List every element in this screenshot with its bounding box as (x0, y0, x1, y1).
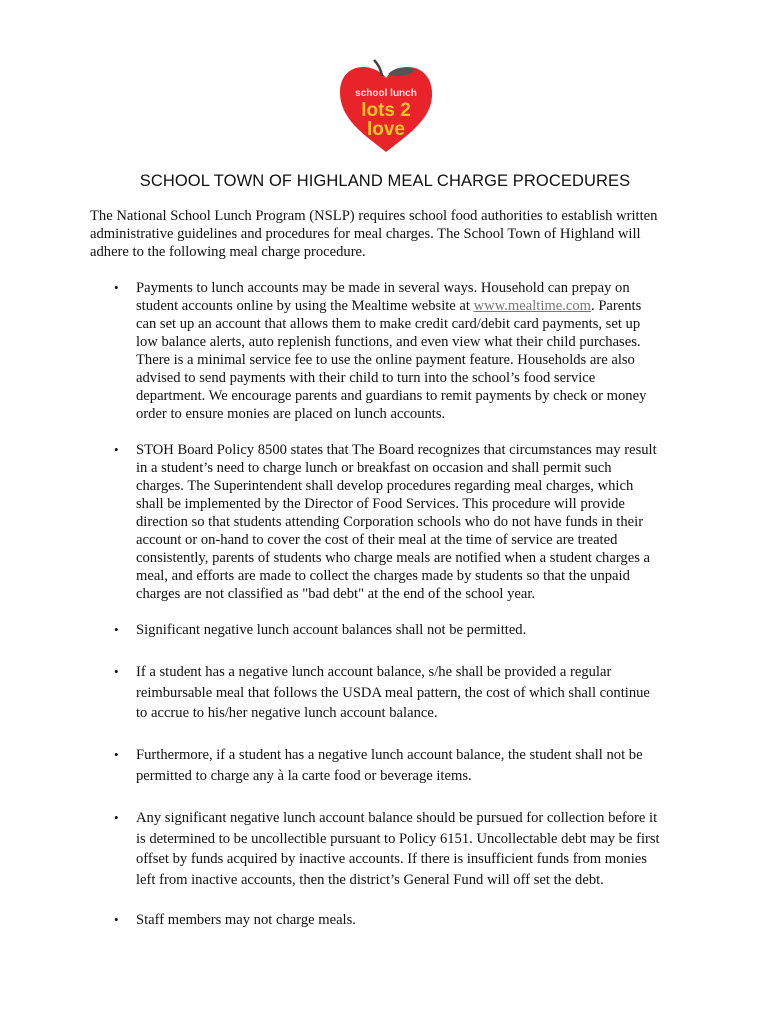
svg-text:school lunch: school lunch (355, 88, 417, 99)
bullet-icon: • (114, 810, 119, 825)
text-line: STOH Board Policy 8500 states that The Board recognizes that circumstances may result (136, 442, 657, 458)
text-line: Furthermore, if a student has a negative lunch account balance, the student shall not be (136, 747, 643, 763)
text-line: reimbursable meal that follows the USDA meal pattern, the cost of which shall continue (136, 684, 650, 701)
text-line: in a student’s need to charge lunch or breakfast on occasion and shall permit such (136, 460, 612, 476)
text-line: charges are not classified as "bad debt" at the end of the school year. (136, 586, 536, 602)
text-line: shall be implemented by the Director of Food Services. This procedure will provide (136, 496, 625, 512)
bullet-icon: • (114, 912, 119, 927)
svg-text:lots 2: lots 2 (361, 100, 411, 121)
bullet-icon: • (114, 622, 119, 637)
school-lunch-logo (336, 58, 436, 154)
text-line: consistently, parents of students who charge meals are notified when a student charges a (136, 550, 651, 566)
bullet-collection (114, 808, 660, 890)
text-line: administrative guidelines and procedures for meal charges. The School Town of Highland will (90, 226, 641, 242)
bullet-staff (114, 910, 356, 931)
text-line: offset by funds acquired by inactive accounts. If there is insufficient funds from monies (136, 851, 647, 868)
text-line: Significant negative lunch account balances shall not be permitted. (136, 622, 527, 638)
text-line (136, 297, 646, 315)
text-line: If a student has a negative lunch account balance, s/he shall be provided a regular (136, 664, 612, 680)
document-title: SCHOOL TOWN OF HIGHLAND MEAL CHARGE PROCEDURES (139, 172, 631, 190)
text-line: adhere to the following meal charge procedure. (90, 244, 366, 260)
bullet-a-la-carte (114, 745, 643, 786)
text-line: direction so that students attending Corporation schools who do not have funds in their (136, 514, 644, 530)
intro-paragraph (90, 207, 657, 261)
text-line: low balance alerts, auto replenish functions, and even view what their child purchases. (136, 334, 641, 350)
text-line: department. We encourage parents and guardians to remit payments by check or money (136, 388, 647, 404)
bullet-negative-balances (114, 621, 527, 639)
text-line: advised to send payments with their child to turn into the school’s food service (136, 370, 596, 386)
text-line: The National School Lunch Program (NSLP) requires school food authorities to establish written (90, 208, 658, 224)
text-line: can set up an account that allows them to make credit card/debit card payments, set up (136, 316, 641, 332)
bullet-icon: • (114, 664, 119, 679)
mealtime-link[interactable]: www.mealtime.com (473, 298, 592, 314)
text-line: There is a minimal service fee to use the online payment feature. Households are also (136, 352, 635, 368)
text-line: meal, and efforts are made to collect the charges made by students so that the unpaid (136, 568, 630, 584)
bullet-reimbursable-meal (114, 662, 650, 724)
bullet-icon: • (114, 442, 119, 457)
text-line: account or on-hand to cover the cost of their meal at the time of service are treated (136, 532, 618, 548)
text-fragment: . Parents (591, 298, 642, 314)
text-line: charges. The Superintendent shall develop procedures regarding meal charges, which (136, 478, 634, 494)
text-fragment: student accounts online by using the Mealtime website at (136, 298, 474, 314)
text-line: to accrue to his/her negative lunch account balance. (136, 705, 438, 722)
text-line: Staff members may not charge meals. (136, 912, 356, 928)
bullet-icon: • (114, 280, 119, 295)
text-line: Any significant negative lunch account balance should be pursued for collection before it (136, 810, 658, 826)
text-line: left from inactive accounts, then the district’s General Fund will off set the debt. (136, 871, 604, 888)
bullet-payments (114, 279, 647, 423)
text-line: order to ensure monies are placed on lunch accounts. (136, 406, 446, 422)
bullet-icon: • (114, 747, 119, 762)
text-line: permitted to charge any à la carte food or beverage items. (136, 767, 472, 784)
bullet-board-policy (114, 441, 657, 603)
svg-text:love: love (366, 119, 406, 140)
text-line: is determined to be uncollectible pursuant to Policy 6151. Uncollectable debt may be first (136, 830, 660, 847)
text-line: Payments to lunch accounts may be made in several ways. Household can prepay on (136, 280, 630, 296)
